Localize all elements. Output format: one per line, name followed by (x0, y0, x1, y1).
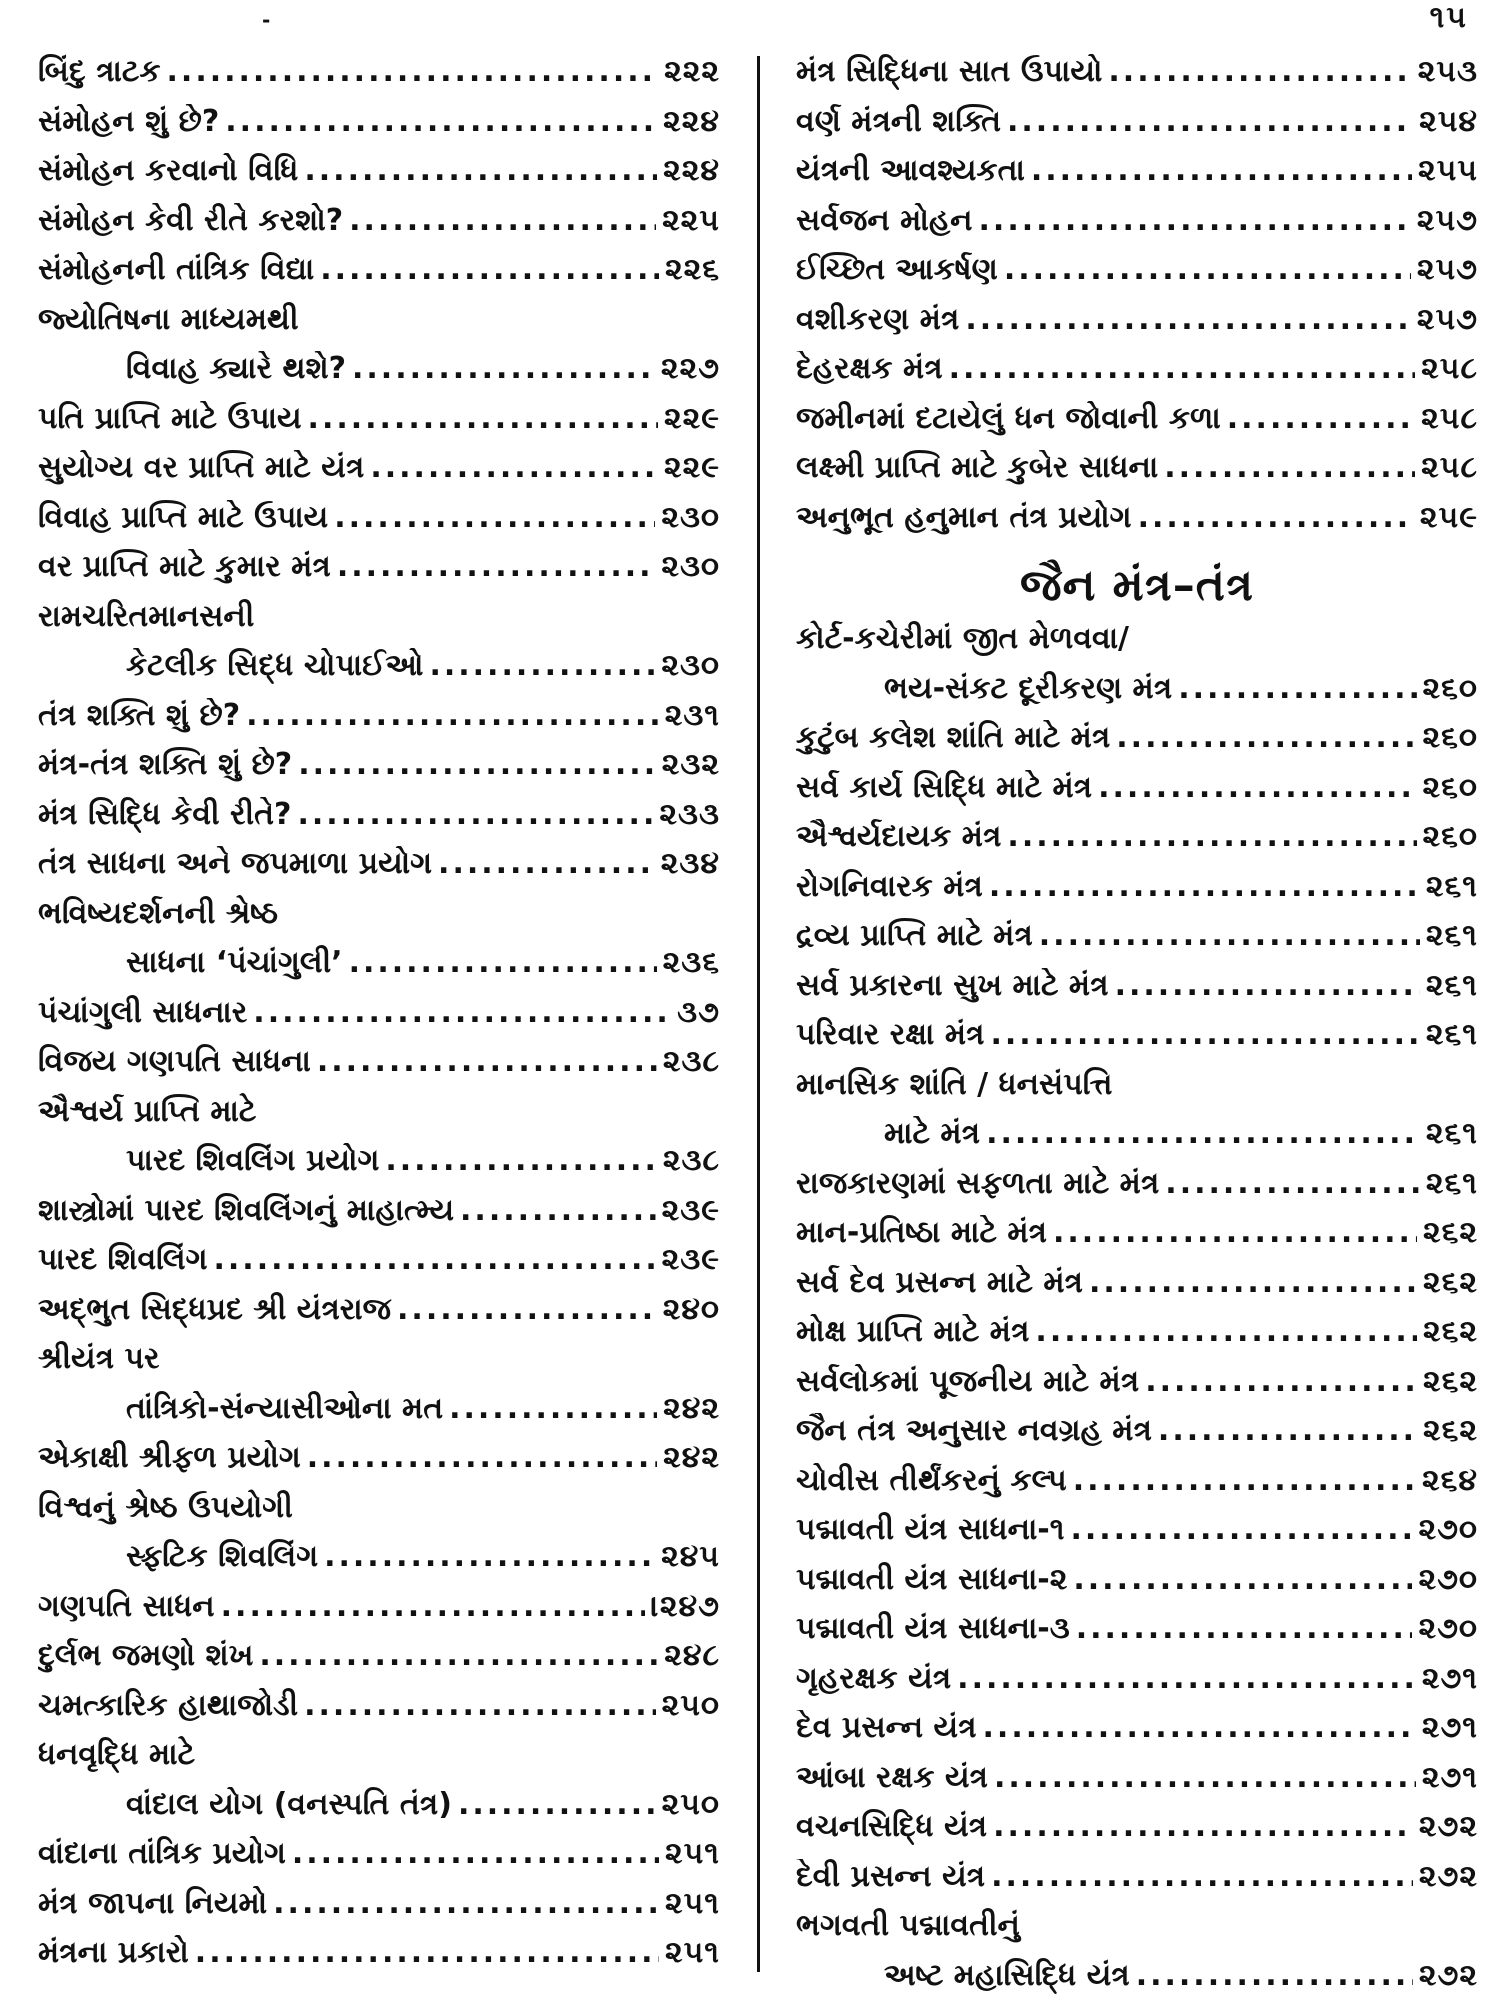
entry-page-number: ૨૭૦ (1418, 1512, 1478, 1547)
entry-page-number: ૨૫૧ (665, 1886, 720, 1921)
toc-entry (796, 104, 1478, 154)
entry-page-number: ૨૨૯ (664, 401, 720, 436)
dot-leader (397, 1292, 657, 1327)
dot-leader (449, 1391, 657, 1426)
toc-entry (796, 1364, 1478, 1414)
toc-entry (796, 450, 1478, 500)
dot-leader (349, 203, 656, 238)
dot-leader (214, 1242, 656, 1277)
toc-entry-heading: ઐશ્વર્ય પ્રાપ્તિ માટે (38, 1094, 720, 1144)
dot-leader (337, 549, 656, 584)
toc-entry-heading: વિશ્વનું શ્રેષ્ઠ ઉપયોગી (38, 1490, 720, 1540)
toc-entry-heading: શ્રીયંત્ર પર (38, 1341, 720, 1391)
dot-leader (1053, 1215, 1417, 1250)
entry-page-number: ૨૨૪ (663, 104, 720, 139)
toc-entry (796, 1116, 1478, 1166)
dot-leader (1035, 1314, 1417, 1349)
toc-entry (38, 945, 720, 995)
toc-entry-heading: રામચરિતમાનસની (38, 599, 720, 649)
entry-page-number: ૨૬૦ (1423, 671, 1478, 706)
entry-page-number: ૨૩૨ (662, 747, 720, 782)
entry-page-number: ૨૬૨ (1423, 1265, 1478, 1300)
toc-entry-heading: માનસિક શાંતિ / ધનસંપત્તિ (796, 1067, 1478, 1117)
dot-leader (334, 500, 655, 535)
dot-leader (1164, 450, 1415, 485)
toc-entry (796, 720, 1478, 770)
toc-entry-heading: ભગવતી પદ્માવતીનું (796, 1908, 1478, 1958)
dot-leader (225, 104, 657, 139)
entry-page-number: ૨૭૧ (1422, 1710, 1478, 1745)
dot-leader (1076, 1611, 1413, 1646)
entry-title: અષ્ટ મહાસિદ્ધિ યંત્ર (796, 1958, 1130, 1993)
entry-page-number: ૨૨૫ (662, 203, 720, 238)
entry-page-number: ૨૪૮ (664, 1638, 720, 1673)
entry-title: રોગનિવારક મંત્ર (796, 869, 983, 904)
entry-page-number: ૨૩૬ (663, 945, 720, 980)
entry-page-number: ૨૩૮ (663, 1143, 720, 1178)
entry-page-number: ૨૨૨ (664, 54, 720, 89)
toc-entry (796, 1760, 1478, 1810)
dot-leader (370, 450, 658, 485)
dot-leader (1108, 54, 1411, 89)
dot-leader (983, 1710, 1416, 1745)
toc-entry (38, 698, 720, 748)
entry-page-number: ૨૩૮ (663, 1044, 720, 1079)
toc-entry (38, 1589, 720, 1639)
section-title: જૈન મંત્ર–તંત્ર (796, 549, 1478, 621)
dot-leader (1007, 819, 1416, 854)
toc-entry (796, 1215, 1478, 1265)
toc-entry (38, 351, 720, 401)
toc-entry (796, 918, 1478, 968)
entry-page-number: ૨૨૪ (663, 153, 720, 188)
toc-right-column (796, 54, 1478, 2007)
dot-leader (349, 945, 657, 980)
entry-page-number: ૨૫૯ (1420, 500, 1478, 535)
dot-leader (979, 203, 1411, 238)
entry-title: પારદ શિવલિંગ (38, 1242, 208, 1277)
toc-entry (38, 1193, 720, 1243)
dot-leader (195, 1935, 659, 1970)
toc-entry (796, 203, 1478, 253)
entry-title: રાજકારણમાં સફળતા માટે મંત્ર (796, 1166, 1159, 1201)
toc-entry (796, 1562, 1478, 1612)
entry-title: સંમોહન કરવાનો વિધિ (38, 153, 298, 188)
column-divider (757, 56, 760, 1972)
entry-title: જૈન તંત્ર અનુસાર નવગ્રહ મંત્ર (796, 1413, 1152, 1448)
dot-leader (1227, 401, 1415, 436)
dot-leader (324, 1539, 655, 1574)
toc-entry (796, 252, 1478, 302)
entry-page-number: ૨૬૪ (1422, 1463, 1478, 1498)
entry-title: શાસ્ત્રોમાં પારદ શિવલિંગનું માહાત્મ્ય (38, 1193, 454, 1228)
dot-leader (949, 351, 1416, 386)
entry-page-number: ૨૬૦ (1423, 819, 1478, 854)
entry-page-number: ૨૬૧ (1426, 1166, 1478, 1201)
dot-leader (1115, 968, 1420, 1003)
toc-entry (38, 153, 720, 203)
entry-page-number: ૨૭૦ (1418, 1611, 1478, 1646)
toc-entry (38, 1242, 720, 1292)
toc-entry (38, 549, 720, 599)
dot-leader (259, 1638, 658, 1673)
dot-leader (993, 1809, 1413, 1844)
toc-entry (38, 1292, 720, 1342)
entry-page-number: ૨૨૯ (664, 450, 720, 485)
dot-leader (1031, 153, 1412, 188)
toc-entry (38, 1044, 720, 1094)
entry-title: સંમોહન શું છે? (38, 104, 219, 139)
dot-leader (957, 1661, 1416, 1696)
dot-leader (965, 302, 1411, 337)
dot-leader (1073, 1562, 1412, 1597)
entry-page-number: ૨૭૨ (1419, 1958, 1478, 1993)
toc-entry (796, 1512, 1478, 1562)
toc-entry-heading: જ્યોતિષના માધ્યમથી (38, 302, 720, 352)
entry-page-number: ૨૫૮ (1421, 401, 1478, 436)
toc-entry (796, 1166, 1478, 1216)
dot-leader (1158, 1413, 1417, 1448)
entry-title: પદ્માવતી યંત્ર સાધના-૨ (796, 1562, 1067, 1597)
dot-leader (320, 252, 659, 287)
entry-title: સાધના ‘પંચાંગુલી’ (38, 945, 343, 980)
entry-title: દેવી પ્રસન્ન યંત્ર (796, 1859, 985, 1894)
dot-leader (1145, 1364, 1417, 1399)
entry-page-number: ૨૪૨ (663, 1391, 720, 1426)
entry-page-number: ૨૫૭ (1417, 203, 1478, 238)
toc-entry (796, 302, 1478, 352)
entry-title: વશીકરણ મંત્ર (796, 302, 959, 337)
entry-page-number: ૨૫૭ (1417, 252, 1478, 287)
dot-leader (317, 1044, 657, 1079)
toc-entry (38, 1391, 720, 1441)
entry-title: સર્વ દેવ પ્રસન્ન માટે મંત્ર (796, 1265, 1083, 1300)
entry-page-number: ૨૬૨ (1423, 1314, 1478, 1349)
entry-title: મોક્ષ પ્રાપ્તિ માટે મંત્ર (796, 1314, 1029, 1349)
toc-left-column (38, 54, 720, 1985)
entry-title: ગૃહરક્ષક યંત્ર (796, 1661, 951, 1696)
dot-leader (167, 54, 659, 89)
dot-leader (292, 1836, 659, 1871)
toc-entry (38, 450, 720, 500)
entry-title: જમીનમાં દટાયેલું ધન જોવાની કળા (796, 401, 1221, 436)
toc-entry (38, 252, 720, 302)
dot-leader (1089, 1265, 1417, 1300)
dot-leader (1165, 1166, 1420, 1201)
toc-entry-heading: કોર્ટ-કચેરીમાં જીત મેળવવા/ (796, 621, 1478, 671)
dot-leader (1070, 1512, 1412, 1547)
dot-leader (352, 351, 655, 386)
entry-page-number: ૨૪૨ (663, 1440, 720, 1475)
toc-entry (796, 1710, 1478, 1760)
entry-page-number: ૨૫૮ (1421, 351, 1478, 386)
dot-leader (1178, 671, 1416, 706)
dot-leader (253, 995, 671, 1030)
entry-title: દુર્લભ જમણો શંખ (38, 1638, 253, 1673)
entry-title: કેટલીક સિદ્ધ ચોપાઈઓ (38, 648, 423, 683)
toc-entry (796, 401, 1478, 451)
top-mark: - (262, 8, 270, 32)
entry-title: સંમોહનની તાંત્રિક વિદ્યા (38, 252, 314, 287)
dot-leader (989, 869, 1420, 904)
entry-page-number: ૨૩૪ (661, 846, 720, 881)
entry-page-number: ૨૬૧ (1426, 869, 1478, 904)
entry-page-number: ૨૩૦ (661, 500, 720, 535)
toc-entry (38, 1688, 720, 1738)
entry-title: પદ્માવતી યંત્ર સાધના-૧ (796, 1512, 1064, 1547)
entry-page-number: ૨૨૭ (661, 351, 720, 386)
entry-title: દેહરક્ષક મંત્ર (796, 351, 943, 386)
entry-title: દેવ પ્રસન્ન યંત્ર (796, 1710, 977, 1745)
entry-title: પારદ શિવલિંગ પ્રયોગ (38, 1143, 379, 1178)
entry-title: ઈચ્છિત આકર્ષણ (796, 252, 998, 287)
entry-title: પદ્માવતી યંત્ર સાધના-૩ (796, 1611, 1070, 1646)
toc-entry (38, 104, 720, 154)
dot-leader (1138, 500, 1414, 535)
toc-entry (796, 1265, 1478, 1315)
toc-entry (38, 401, 720, 451)
entry-page-number: ૨૨૬ (665, 252, 720, 287)
entry-title: સર્વ પ્રકારના સુખ માટે મંત્ર (796, 968, 1109, 1003)
entry-page-number: ।૨૪૭ (651, 1589, 720, 1624)
toc-entry (796, 1463, 1478, 1513)
entry-page-number: ૨૭૨ (1419, 1859, 1478, 1894)
entry-title: વિજય ગણપતિ સાધના (38, 1044, 311, 1079)
entry-title: એકાક્ષી શ્રીફળ પ્રયોગ (38, 1440, 301, 1475)
entry-page-number: ૨૫૫ (1418, 153, 1478, 188)
entry-page-number: ૨૩૯ (662, 1193, 720, 1228)
toc-entry (796, 351, 1478, 401)
dot-leader (298, 747, 656, 782)
entry-title: અનુભૂત હનુમાન તંત્ર પ્રયોગ (796, 500, 1132, 535)
entry-page-number: ૨૫૦ (662, 1688, 720, 1723)
entry-title: વિવાહ પ્રાપ્તિ માટે ઉપાય (38, 500, 328, 535)
dot-leader (990, 1017, 1419, 1052)
entry-page-number: ૨૩૦ (661, 648, 720, 683)
entry-title: અદ્‌ભુત સિદ્ધપ્રદ શ્રી યંત્રરાજ (38, 1292, 391, 1327)
toc-entry (38, 500, 720, 550)
entry-page-number: ૨૩૦ (661, 549, 720, 584)
toc-entry-heading: ભવિષ્યદર્શનની શ્રેષ્ઠ (38, 896, 720, 946)
entry-page-number: ૨૬૦ (1423, 720, 1478, 755)
toc-entry (796, 968, 1478, 1018)
toc-entry (38, 1143, 720, 1193)
entry-page-number: ૨૬૧ (1426, 1116, 1478, 1151)
dot-leader (273, 1886, 659, 1921)
dot-leader (304, 1688, 655, 1723)
entry-page-number: ૨૬૨ (1423, 1413, 1478, 1448)
toc-entry (796, 770, 1478, 820)
entry-title: પરિવાર રક્ષા મંત્ર (796, 1017, 984, 1052)
toc-entry (38, 797, 720, 847)
entry-title: ઐશ્વર્યદાયક મંત્ર (796, 819, 1001, 854)
toc-entry (796, 153, 1478, 203)
toc-entry (38, 1539, 720, 1589)
toc-entry (38, 203, 720, 253)
entry-page-number: ૨૫૪ (1419, 104, 1478, 139)
toc-entry (796, 1859, 1478, 1909)
entry-title: ભય-સંકટ દૂરીકરણ મંત્ર (796, 671, 1172, 706)
toc-entry (38, 995, 720, 1045)
toc-entry (38, 1787, 720, 1837)
dot-leader (1116, 720, 1416, 755)
entry-page-number: ૨૫૮ (1421, 450, 1478, 485)
entry-title: પંચાંગુલી સાધનાર (38, 995, 247, 1030)
entry-page-number: ૨૭૦ (1418, 1562, 1478, 1597)
entry-title: સ્ફટિક શિવલિંગ (38, 1539, 318, 1574)
dot-leader (1004, 252, 1411, 287)
entry-title: કુટુંબ કલેશ શાંતિ માટે મંત્ર (796, 720, 1110, 755)
dot-leader (1136, 1958, 1413, 1993)
dot-leader (1098, 770, 1416, 805)
entry-title: સર્વ કાર્ય સિદ્ધિ માટે મંત્ર (796, 770, 1092, 805)
dot-leader (994, 1760, 1416, 1795)
entry-title: માન-પ્રતિષ્ઠા માટે મંત્ર (796, 1215, 1047, 1250)
dot-leader (991, 1859, 1413, 1894)
page-number: ૧૫ (1430, 0, 1468, 35)
toc-entry (38, 1935, 720, 1985)
entry-title: માટે મંત્ર (796, 1116, 980, 1151)
toc-entry (796, 54, 1478, 104)
toc-entry (38, 648, 720, 698)
dot-leader (246, 698, 659, 733)
entry-title: વાંદાલ યોગ (વનસ્પતિ તંત્ર) (38, 1787, 452, 1822)
dot-leader (986, 1116, 1420, 1151)
dot-leader (429, 648, 655, 683)
entry-page-number: ૨૫૭ (1417, 302, 1478, 337)
toc-entry (796, 1809, 1478, 1859)
entry-title: સુયોગ્ય વર પ્રાપ્તિ માટે યંત્ર (38, 450, 364, 485)
toc-entry (796, 869, 1478, 919)
entry-page-number: ૨૩૧ (665, 698, 720, 733)
dot-leader (460, 1193, 656, 1228)
entry-title: સર્વલોકમાં પૂજનીય માટે મંત્ર (796, 1364, 1139, 1399)
dot-leader (1007, 104, 1413, 139)
toc-entry-heading: ધનવૃદ્ધિ માટે (38, 1737, 720, 1787)
entry-page-number: ૨૭૨ (1419, 1809, 1478, 1844)
toc-entry (796, 1611, 1478, 1661)
entry-page-number: ૨૩૩ (659, 797, 720, 832)
entry-title: વાંદાના તાંત્રિક પ્રયોગ (38, 1836, 286, 1871)
entry-page-number: ૨૫૧ (665, 1836, 720, 1871)
entry-title: ચમત્કારિક હાથાજોડી (38, 1688, 298, 1723)
toc-entry (796, 1661, 1478, 1711)
entry-page-number: ૨૫૦ (662, 1787, 720, 1822)
entry-page-number: ૨૬૨ (1423, 1364, 1478, 1399)
entry-page-number: ૩૭ (677, 995, 720, 1030)
entry-page-number: ૨૫૩ (1418, 54, 1478, 89)
entry-title: વિવાહ ક્યારે થશે? (38, 351, 346, 386)
entry-title: મંત્ર સિદ્ધિના સાત ઉપાયો (796, 54, 1102, 89)
entry-title: વર પ્રાપ્તિ માટે કુમાર મંત્ર (38, 549, 331, 584)
entry-title: સંમોહન કેવી રીતે કરશો? (38, 203, 343, 238)
toc-entry (796, 1413, 1478, 1463)
toc-entry (796, 819, 1478, 869)
dot-leader (458, 1787, 656, 1822)
toc-entry (38, 1638, 720, 1688)
entry-title: મંત્ર જાપના નિયમો (38, 1886, 267, 1921)
entry-title: ગણપતિ સાધન (38, 1589, 215, 1624)
dot-leader (308, 401, 658, 436)
entry-title: પતિ પ્રાપ્તિ માટે ઉપાય (38, 401, 302, 436)
entry-title: મંત્ર સિદ્ધિ કેવી રીતે? (38, 797, 291, 832)
toc-entry (796, 500, 1478, 550)
entry-page-number: ૨૬૧ (1426, 1017, 1478, 1052)
entry-page-number: ૨૪૫ (661, 1539, 720, 1574)
toc-entry (38, 1886, 720, 1936)
entry-title: તંત્ર સાધના અને જપમાળા પ્રયોગ (38, 846, 432, 881)
entry-page-number: ૨૫૧ (665, 1935, 720, 1970)
toc-entry (38, 54, 720, 104)
dot-leader (297, 797, 653, 832)
entry-title: દ્રવ્ય પ્રાપ્તિ માટે મંત્ર (796, 918, 1033, 953)
toc-entry (38, 1440, 720, 1490)
entry-page-number: ૨૬૧ (1426, 918, 1478, 953)
dot-leader (304, 153, 657, 188)
entry-title: વર્ણ મંત્રની શક્તિ (796, 104, 1001, 139)
entry-page-number: ૨૭૧ (1422, 1760, 1478, 1795)
entry-title: તાંત્રિકો-સંન્યાસીઓના મત (38, 1391, 443, 1426)
entry-title: લક્ષ્મી પ્રાપ્તિ માટે કુબેર સાધના (796, 450, 1158, 485)
dot-leader (1073, 1463, 1416, 1498)
toc-entry (796, 1314, 1478, 1364)
entry-title: ચોવીસ તીર્થંકરનું કલ્પ (796, 1463, 1067, 1498)
entry-title: સર્વજન મોહન (796, 203, 973, 238)
entry-title: મંત્રના પ્રકારો (38, 1935, 189, 1970)
toc-entry (38, 747, 720, 797)
entry-page-number: ૨૬૨ (1423, 1215, 1478, 1250)
toc-entry (38, 1836, 720, 1886)
dot-leader (1039, 918, 1420, 953)
entry-page-number: ૨૬૦ (1423, 770, 1478, 805)
entry-page-number: ૨૩૯ (662, 1242, 720, 1277)
entry-title: યંત્રની આવશ્યકતા (796, 153, 1025, 188)
dot-leader (221, 1589, 645, 1624)
toc-entry (38, 846, 720, 896)
toc-entry (796, 671, 1478, 721)
entry-page-number: ૨૪૦ (663, 1292, 720, 1327)
entry-title: વચનસિદ્ધિ યંત્ર (796, 1809, 987, 1844)
entry-title: આંબા રક્ષક યંત્ર (796, 1760, 988, 1795)
entry-page-number: ૨૭૧ (1422, 1661, 1478, 1696)
entry-title: બિંદુ ત્રાટક (38, 54, 161, 89)
entry-page-number: ૨૬૧ (1426, 968, 1478, 1003)
dot-leader (438, 846, 655, 881)
dot-leader (385, 1143, 657, 1178)
toc-entry (796, 1017, 1478, 1067)
dot-leader (307, 1440, 657, 1475)
entry-title: મંત્ર-તંત્ર શક્તિ શું છે? (38, 747, 292, 782)
entry-title: તંત્ર શક્તિ શું છે? (38, 698, 240, 733)
